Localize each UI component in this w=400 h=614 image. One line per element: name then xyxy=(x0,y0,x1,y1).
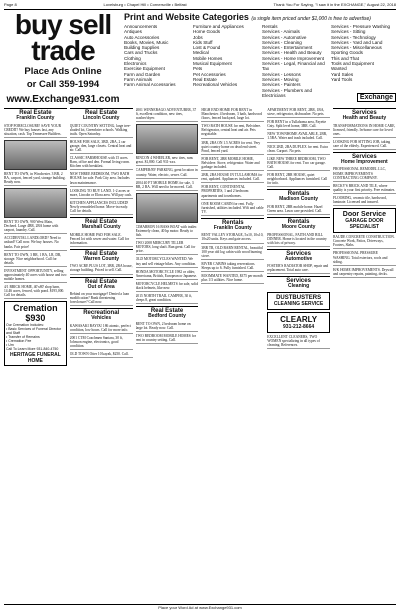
index-category-link[interactable]: Furniture and Appliances xyxy=(193,24,244,29)
index-category-link[interactable]: Services - Moving xyxy=(262,76,299,82)
classified-ad: TWO BEDROOM MOBILE HOMES for rent in country setting. Call. xyxy=(136,334,199,344)
index-category-link[interactable]: Pets xyxy=(193,66,203,72)
classified-ad: FOSTER'S RADIATOR SHOP, repair and replacement. Total auto care. xyxy=(267,264,330,274)
index-category-link[interactable]: Pet Accessories xyxy=(193,71,226,77)
classified-ad: HOUSE FOR SALE, 3BD, 2BA, 2 car garage, den, large closets. Central heat and air. Call. xyxy=(70,140,133,154)
cremation-includes xyxy=(6,323,65,347)
ad-column xyxy=(136,108,199,602)
index-category-link[interactable]: Exercise Equipment xyxy=(124,66,165,72)
classified-ad: HONDA MOTORCYCLE 1982 or older, Americana, British, European or Japanese. xyxy=(136,270,199,280)
category-subtitle: Warren County xyxy=(83,255,120,262)
index-category-link[interactable]: Real Estate xyxy=(193,76,217,82)
page-number: Page 8 xyxy=(4,2,17,7)
category-title: Recreational xyxy=(83,310,120,317)
classified-ad: TWO ACRE PLUS LOT, 3BR, 2BA house, storage building. Priced to sell. Call. xyxy=(70,264,133,274)
classified-ad: NEW THREE BEDROOM, TWO BATH HOUSE for sale. Park City area. Includes lawn maintenance. xyxy=(70,172,133,186)
category-subtitle: Health and Beauty xyxy=(342,115,387,121)
classified-ad: FOR RENT, 2BR mobile home. Hazel Green area. Lawn care provided. Call. xyxy=(267,205,330,215)
index-category-link[interactable]: Auto Accessories xyxy=(124,34,160,40)
index-column xyxy=(331,24,396,98)
thank-you-line: Thank You For Saying, "I saw it in the EXCHANGE," August 22, 2018 xyxy=(273,2,396,7)
display-ad-subtitle: GARAGE DOOR SPECIALIST xyxy=(345,218,384,231)
category-title: Rentals xyxy=(287,191,310,198)
classified-ad: CLASSIC FARMHOUSE with 15 acres. Barn, office and den. Formal living room. Kitchen with breakfast. xyxy=(70,156,133,170)
classified-ad: STOP FORECLOSURE! SAVE YOUR CREDIT! We buy houses fast, any situation, cash. Top Tennessee Builders. xyxy=(4,124,67,138)
classified-ad: ROOMMATE WANTED, $375 per month plus 1/3 utilities. Nice home. xyxy=(201,274,264,284)
category-heading xyxy=(333,108,396,122)
classified-ad: KITCHEN APPLIANCES INCLUDED! Newly remodeled home. Move-in ready. Call for details. xyxy=(70,201,133,215)
category-title: Real Estate xyxy=(85,219,118,226)
classified-ad: MOTORCYCLE HELMETS for sale, solid black helmets, like new. xyxy=(136,282,199,292)
category-subtitle: Cleaning xyxy=(288,283,310,290)
ad-column xyxy=(201,108,264,602)
classified-ad: TWO BATH HOUSE for rent, Belvidere. Refrigerator, central heat and air. Pets negotiable. xyxy=(201,124,264,138)
index-category-link[interactable]: Services - Entertainment xyxy=(262,45,313,51)
logo-line2: trade xyxy=(31,35,95,66)
index-subtitle: (a single item priced under $1,000 is free to advertise) xyxy=(251,16,371,22)
classified-ad: 3BR, 2BA ON 1.5 ACRES for rent. Very quiet country home on dead end street. Pond, fenced yard. xyxy=(201,141,264,155)
classified-ads-grid xyxy=(4,108,396,602)
category-title: Real Estate xyxy=(85,250,118,257)
classified-ad: QUIET COUNTRY SETTING, large tree-shaded lot, Greenbrier schools. Walking trails. Open Saturday. xyxy=(70,124,133,138)
classified-ad: FOR RENT, 2BR MOBILE HOME, Belvidere. Stove, refrigerator. Water and garbage included. xyxy=(201,157,264,171)
classified-ad: RENT TO OWN, 3 BR, 1 BA, LR, DR, storage. Nice neighborhood. Call for details. xyxy=(4,253,67,267)
index-column xyxy=(193,24,258,98)
index-category-link[interactable]: Services - Health and Beauty xyxy=(262,50,322,56)
index-category-link[interactable]: Services - Home Improvement xyxy=(262,55,325,61)
index-category-link[interactable]: Home Goods xyxy=(193,29,221,35)
index-category-link[interactable]: Services - Painters xyxy=(262,82,301,88)
index-category-link[interactable]: Services - Technology xyxy=(331,34,376,40)
category-heading xyxy=(267,249,330,263)
category-title: Services xyxy=(352,153,377,160)
exchange-logo: Exchange xyxy=(357,93,396,102)
category-subtitle: Vehicles xyxy=(91,315,112,322)
classified-ad: Behind on your mortgage? Denied a loan modification? Bank threatening foreclosure? Call now. xyxy=(70,292,133,306)
ad-column xyxy=(267,108,330,602)
display-ad-subtitle: 931-212-8664 xyxy=(283,323,315,330)
classified-ad: LOOKING TO BUY LAND. 1-2 acres or more, Lincoln or Elora area. Will pay cash. xyxy=(70,189,133,199)
index-category-link[interactable]: Services - Legal, Financial and Tax xyxy=(262,61,325,72)
category-heading xyxy=(70,217,133,231)
classified-ad: FLOORING, ceramic tile, hardwood, laminate. Licensed and insured. xyxy=(333,196,396,206)
classified-ad: 4/1 BRICK HOME, 40'x80' shop barn, 14.46 acres, fenced, with pond. $195,000. Call for details. xyxy=(4,285,67,299)
category-title: Real Estate xyxy=(150,308,184,315)
category-subtitle: Automotive xyxy=(284,255,313,262)
classified-ad: FOR RENT in a Tullahoma area, Fayette Cnty. Split level home, 3BR. Call. xyxy=(267,120,330,130)
classified-ad: TRANSFORMATIONS IN HOME CARE, licensed, friendly. In-home care for loved ones. xyxy=(333,124,396,138)
classified-ad: ACCIDENTAL LANDLORD? Need to unload? Call now. We buy houses. No banks. Fair price! xyxy=(4,236,67,250)
category-title: Real Estate xyxy=(85,278,118,285)
classified-ad: RINCON 4 WHEELER, new tires, runs great. $1,800. Call 931-xxx. xyxy=(136,156,199,166)
category-heading xyxy=(70,108,133,122)
classified-ad: 2001 WINNEBAGO ADVENTURER, 37 ft, excellent condition, new tires, washer/dryer. xyxy=(136,108,199,122)
index-category-link[interactable]: Tools and Equipment xyxy=(331,61,374,67)
index-category-link[interactable]: Services - Automotive xyxy=(262,34,307,40)
category-title: Real Estate xyxy=(85,110,118,116)
category-title: Real Estate xyxy=(19,110,52,116)
category-subtitle: Franklin County xyxy=(213,224,252,231)
classified-ad: BAUDE CONCRETE CONSTRUCTION. Concrete Work, Patios, Driveways, Footers, Slabs. xyxy=(333,235,396,249)
category-subtitle: Franklin County xyxy=(16,115,55,121)
classified-ad: H/K HOME IMPROVEMENTS. Drywall and carpentry repairs, painting, decks. xyxy=(333,268,396,278)
index-category-link[interactable]: Services - Plumbers and Electricians xyxy=(262,87,313,98)
place-ads-line2: or Call 359-1994 xyxy=(26,79,100,90)
index-category-link[interactable]: Jobs xyxy=(193,34,203,40)
classified-ad: NICE 2BD, 2BA DUPLEX for rent. Extra clean. Carport. No pets. xyxy=(267,145,330,155)
index-category-link[interactable]: Lost & Found xyxy=(193,45,221,51)
ad-column xyxy=(70,108,133,602)
index-category-link[interactable]: Building Supplies xyxy=(124,45,160,51)
cremation-call: Call To Learn More 931-840-4750 xyxy=(6,347,59,352)
cremation-include-item: • Urn xyxy=(6,343,14,348)
index-category-link[interactable]: Services - Yard and Land xyxy=(331,39,383,45)
classified-ad: FOR RENT, 2BR HOUSE, quiet neighborhood. Appliances furnished. Call for info. xyxy=(267,173,330,187)
classified-ad: OLD TOWN Otter 10 kayak, $250. Call. xyxy=(70,352,133,358)
cremation-title: Cremation $930 xyxy=(13,303,58,324)
index-category-link[interactable]: Yard Sales xyxy=(331,71,354,77)
listing-photo xyxy=(4,140,67,170)
classified-ad: RENT TO OWN, 900 West Main, Decherd. Large 4BR, 2BA home with carport, laundry. Call. xyxy=(4,220,67,234)
classified-ad: KAWASAKI BAYOU 186 atomic, perfect condition, low hours. Call for more info. xyxy=(70,324,133,334)
classified-ad: TWO 2008 MERCURY TILLER MOTORS, long shaft. Run great. Call for price. xyxy=(136,241,199,255)
category-title: Services xyxy=(352,110,377,116)
logo-line1: buy sell xyxy=(14,9,112,40)
classified-ad: CAMPER/RV PARKING, great location in country. Water, electric, sewer. Call. xyxy=(136,168,199,178)
category-heading xyxy=(70,249,133,263)
index-category-link[interactable]: Musical Equipment xyxy=(193,61,232,67)
index-category-link[interactable]: Kids Stuff xyxy=(193,39,213,45)
classified-ad: FOR RENT, CONTINENTAL PROPERTIES, 1 and 2 bedroom apartments and townhomes. xyxy=(201,185,264,199)
display-ad xyxy=(267,292,330,310)
category-heading xyxy=(4,108,67,122)
funeral-home-name: HERITAGE FUNERAL HOME xyxy=(10,352,61,365)
classified-ad: PROFESSIONAL, FAITH AND BILL DINNER. Home is located in the country with lots of privacy. xyxy=(267,233,330,247)
index-category-link[interactable]: Services - Cleaning xyxy=(262,39,302,45)
category-index xyxy=(124,12,396,104)
index-category-link[interactable]: Services - Animals xyxy=(262,29,300,35)
ad-column xyxy=(333,108,396,602)
display-ad-title: CLEARLY xyxy=(280,314,318,324)
classified-ad: RIVER CABINS taking reservations. Sleeps up to 6. Fully furnished. Call. xyxy=(201,262,264,272)
classified-ad: PROFESSIONAL REMODEL LLC, HOME IMPROVEMENTS CONTRACTING COMPANY. xyxy=(333,167,396,181)
index-title: Print and Website Categories (a single item priced under $1,000 is free to advertise) xyxy=(124,12,371,22)
classified-ad: PROFESSIONAL PRESSURE WASHING. Total exteriors, roofs and siding. xyxy=(333,251,396,265)
category-heading xyxy=(201,218,264,232)
display-ad-title: DUSTBUSTERS xyxy=(276,294,322,301)
index-column xyxy=(262,24,327,98)
classified-ad: 3BR TR, OLD BARN RENTAL, beautiful 100 year old log cabin with wood burning stove. xyxy=(201,246,264,260)
index-category-link[interactable]: Farm Animal Accessories xyxy=(124,82,176,88)
category-heading xyxy=(136,306,199,320)
classified-ad: RENT TO OWN, in Winchester. 3 BR, 2 BA, carport, fenced yard, storage building. Ready now. xyxy=(4,172,67,186)
category-heading xyxy=(267,217,330,231)
index-category-link[interactable]: Services - Lessons xyxy=(262,71,301,77)
category-heading xyxy=(267,276,330,290)
category-subtitle: Bedford County xyxy=(148,313,186,320)
display-ad xyxy=(267,312,330,333)
category-subtitle: Out of Area xyxy=(87,283,115,290)
index-category-link[interactable]: Services - Pressure Washing xyxy=(331,24,391,29)
index-column xyxy=(124,24,189,98)
index-category-link[interactable]: Farm and Garden xyxy=(124,71,161,77)
listing-photo xyxy=(136,124,199,154)
ad-column xyxy=(4,108,67,602)
category-heading xyxy=(267,189,330,203)
index-category-link[interactable]: Yard Tools xyxy=(331,76,353,82)
classified-ad: ONE ROOM CABIN for rent. Fully furnished, utilities included. Wifi and cable TV. xyxy=(201,202,264,216)
category-heading xyxy=(70,308,133,322)
classified-ad: LIKE NEW THREE BEDROOM, TWO BATH HOUSE for rent. Two car garage. Call. xyxy=(267,157,330,171)
index-category-link[interactable]: Wanted xyxy=(331,66,347,72)
category-subtitle: Madison County xyxy=(279,196,319,203)
category-title: Rentals xyxy=(221,219,244,226)
classified-ad: OLD MOTORCYCLES WANTED. We buy and sell vintage bikes. Any condition. xyxy=(136,257,199,267)
index-category-link[interactable]: Recreational Vehicles xyxy=(193,82,238,88)
classified-ad: 2015 NORTH TRAIL CAMPER, 30 ft, sleeps 8, great condition. xyxy=(136,294,199,304)
cremation-include-item: • Basic Services of Funeral Director and Staff xyxy=(6,327,62,336)
display-ad xyxy=(333,208,396,233)
index-category-link[interactable]: Announcements xyxy=(124,24,158,29)
classified-ad: 2001 CTM Coachmen Santara, 30 ft, Johnson engine, electronics, good condition. xyxy=(70,336,133,350)
classified-ad: CIMARRON 16 BASS BOAT with trailer. Extremely clean, 40 hp motor. Ready to fish. xyxy=(136,225,199,239)
classified-ad: HIGH END HOME FOR RENT in Manchester. 4 bedroom, 3 bath, hardwood floors, fenced backyard, large lot. xyxy=(201,108,264,122)
page-footer: Place your Word Ad at www.Exchange931.com xyxy=(4,604,396,612)
towns-line: Lovelsburg • Chapel Hill • Cornersville • Belfast xyxy=(103,2,187,7)
index-category-link[interactable]: Mobile Homes xyxy=(193,55,223,61)
display-ad-title: Door Service xyxy=(342,211,386,219)
category-title: Services xyxy=(286,250,311,257)
cremation-include-item: • Transfer of Remains xyxy=(6,335,40,340)
index-category-link[interactable]: Services - Sitting xyxy=(331,29,366,35)
classified-ad: 2BR, 2BA HOUSE IN TULLAHOMA for rent, updated. Appliances included. Call. xyxy=(201,173,264,183)
index-category-link[interactable]: Clothing xyxy=(124,55,141,61)
buy-sell-trade-logo xyxy=(4,9,122,105)
classified-ad: EXCELLENT CLEANERS, TWO WOMEN specializing in all types of cleaning. References. xyxy=(267,335,330,349)
category-title: Rentals xyxy=(287,219,310,225)
category-heading xyxy=(70,277,133,291)
classified-ad: BECKY'S BRICK AND TILE, where quality is your first priority. Free estimates. xyxy=(333,184,396,194)
index-category-link[interactable]: Books, Movies, Music xyxy=(124,39,169,45)
index-category-link[interactable]: Rentals xyxy=(262,24,278,29)
classified-ad: LOOKING FOR SITTING JOB, taking care of the elderly. Experienced. Call. xyxy=(333,140,396,150)
cremation-include-item: • Cremation Fee xyxy=(6,339,32,344)
index-category-link[interactable]: Cars and Trucks xyxy=(124,50,158,56)
classified-ad: RENT VALLEY STORAGE, 5x10, 10x10, 10x20 units. Keys and gate access. xyxy=(201,233,264,243)
classified-ad: APARTMENT FOR RENT, 2BR, 1BA, stove, refrigerator, dishwasher. No pets. xyxy=(267,108,330,118)
classified-ad: 2004 40 FT MOBILE HOME for sale, 3 BR, 2 BA. Will need to be moved. Call. xyxy=(136,181,199,191)
classified-ad: RENT TO OWN, 2 bedroom home on large lot. Ready now. Call. xyxy=(136,322,199,332)
category-subtitle: Marshall County xyxy=(81,224,121,231)
index-category-link[interactable]: Medical xyxy=(193,50,209,56)
classified-ad: INVESTMENT OPPORTUNITY, selling approximately 40 acres with house and two mobile homes. xyxy=(4,269,67,283)
classified-ad: NEW TOWNHOME AVAILABLE, 2BR, 1.5BA. Water and trash included. Call. xyxy=(267,132,330,142)
index-category-link[interactable]: Farm Animals xyxy=(124,76,153,82)
classified-ad: MOBILE HOME PAD FOR SALE. Fenced lot with sewer and water. Call for information. xyxy=(70,233,133,247)
index-category-link[interactable]: Sporting Goods xyxy=(331,50,363,56)
listing-photo xyxy=(136,193,199,223)
website-link[interactable]: www.Exchange931.com xyxy=(6,94,120,105)
index-category-link[interactable]: Antiques xyxy=(124,29,142,35)
category-subtitle: Lincoln County xyxy=(83,115,120,121)
display-ad-subtitle: CLEANING SERVICE xyxy=(273,300,324,307)
place-ads-line1: Place Ads Online xyxy=(24,66,102,77)
category-heading xyxy=(333,152,396,166)
listing-photo xyxy=(4,188,67,218)
cremation-include-item: Our Cremation Includes: xyxy=(6,323,44,328)
index-category-link[interactable]: This and That xyxy=(331,55,360,61)
category-title: Services xyxy=(286,278,311,285)
index-category-link[interactable]: Electronics xyxy=(124,61,147,67)
index-columns xyxy=(124,24,396,98)
cremation-ad xyxy=(4,301,67,366)
index-category-link[interactable]: Services - Miscellaneous xyxy=(331,45,382,51)
category-subtitle: Moore County xyxy=(281,224,316,230)
category-subtitle: Home Improvement xyxy=(341,158,388,165)
